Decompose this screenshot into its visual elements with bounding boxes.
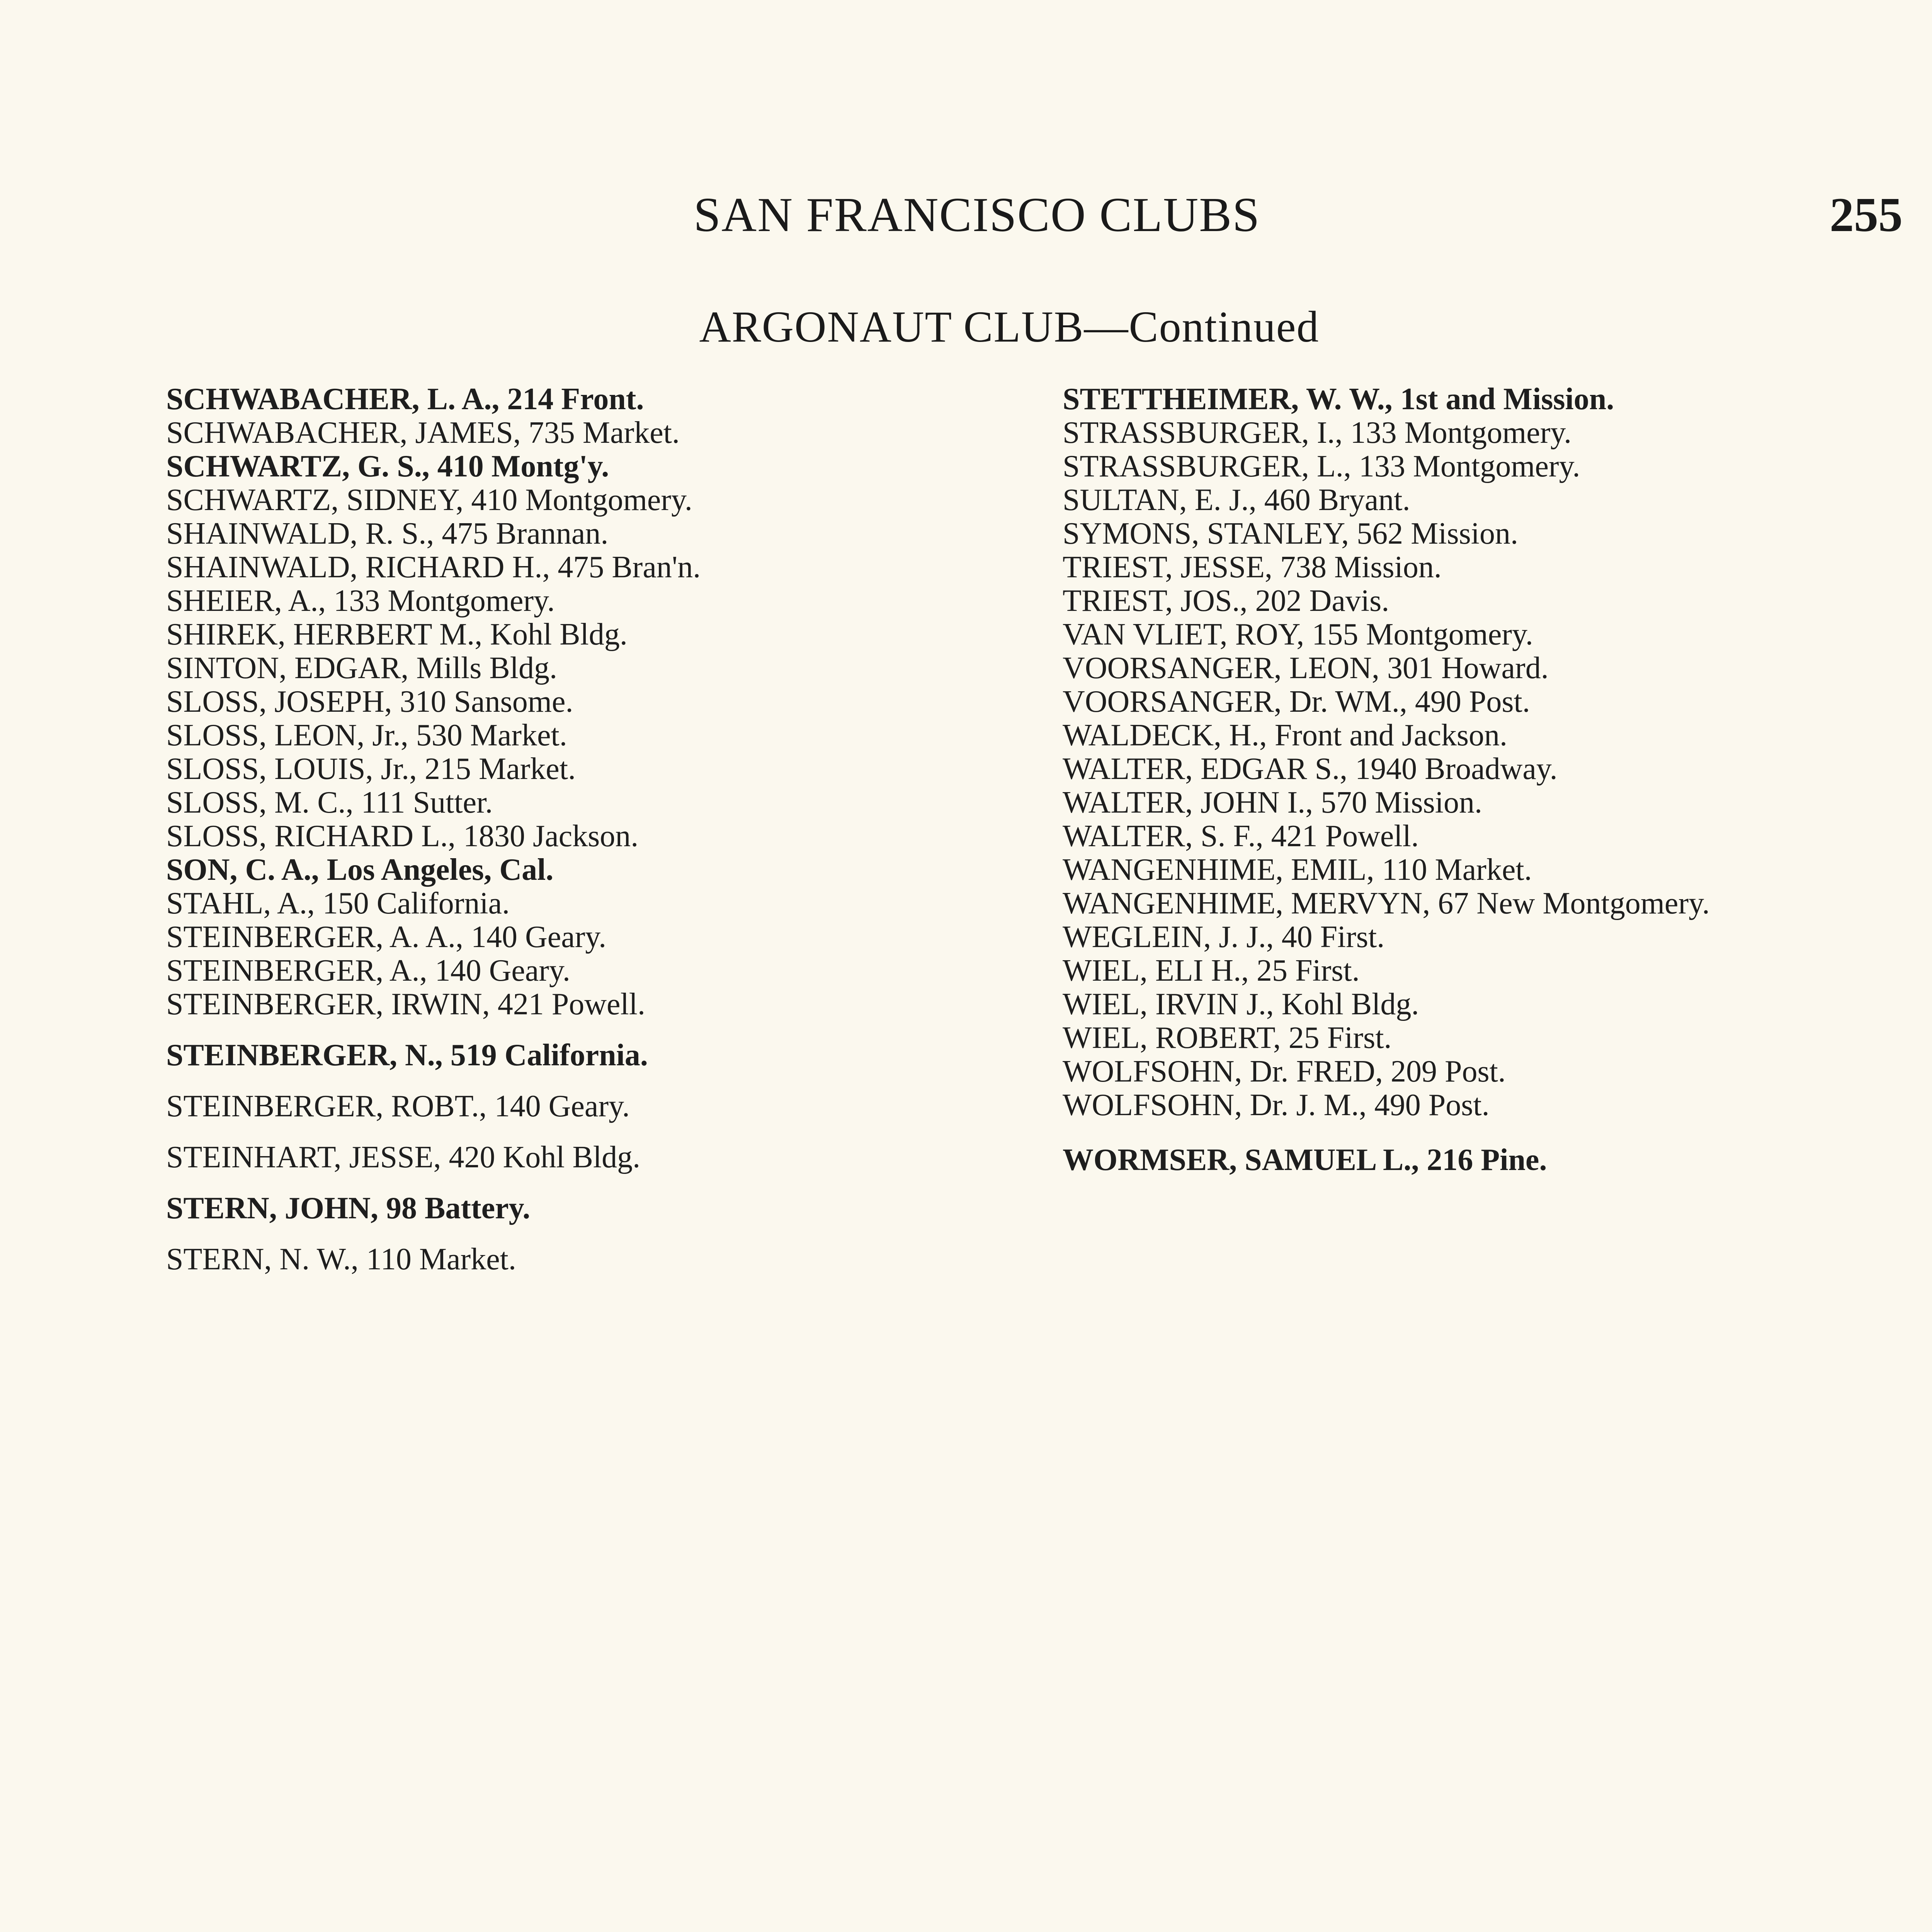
member-entry: WORMSER, SAMUEL L., 216 Pine. xyxy=(1063,1143,1547,1177)
member-entry: STERN, N. W., 110 Market. xyxy=(166,1242,516,1276)
member-entry: STERN, JOHN, 98 Battery. xyxy=(166,1191,531,1225)
member-entry: WALTER, S. F., 421 Powell. xyxy=(1063,819,1419,853)
member-entry: SLOSS, LEON, Jr., 530 Market. xyxy=(166,718,567,752)
member-entry: SHAINWALD, R. S., 475 Brannan. xyxy=(166,517,609,551)
member-entry: SLOSS, M. C., 111 Sutter. xyxy=(166,786,493,820)
section-heading: ARGONAUT CLUB—Continued xyxy=(699,302,1320,351)
member-list-right-column xyxy=(1063,383,1905,1177)
member-entry: TRIEST, JESSE, 738 Mission. xyxy=(1063,550,1442,584)
member-entry: SCHWARTZ, SIDNEY, 410 Montgomery. xyxy=(166,483,692,517)
member-entry: WIEL, ROBERT, 25 First. xyxy=(1063,1021,1392,1055)
member-entry: WANGENHIME, EMIL, 110 Market. xyxy=(1063,853,1532,887)
member-entry: SCHWABACHER, L. A., 214 Front. xyxy=(166,382,644,416)
member-entry: SLOSS, LOUIS, Jr., 215 Market. xyxy=(166,752,576,786)
member-entry: VOORSANGER, LEON, 301 Howard. xyxy=(1063,651,1549,685)
member-entry: SINTON, EDGAR, Mills Bldg. xyxy=(166,651,557,685)
member-entry: VOORSANGER, Dr. WM., 490 Post. xyxy=(1063,685,1530,719)
member-entry: SHIREK, HERBERT M., Kohl Bldg. xyxy=(166,617,628,651)
member-entry: STRASSBURGER, I., 133 Montgomery. xyxy=(1063,416,1572,450)
member-entry: STRASSBURGER, L., 133 Montgomery. xyxy=(1063,449,1580,483)
member-entry: WIEL, IRVIN J., Kohl Bldg. xyxy=(1063,987,1419,1021)
member-entry: STETTHEIMER, W. W., 1st and Mission. xyxy=(1063,382,1614,416)
member-entry: SHAINWALD, RICHARD H., 475 Bran'n. xyxy=(166,550,701,584)
member-entry: TRIEST, JOS., 202 Davis. xyxy=(1063,584,1389,618)
member-entry: STAHL, A., 150 California. xyxy=(166,886,510,920)
member-entry: STEINBERGER, N., 519 California. xyxy=(166,1038,648,1072)
member-entry: SYMONS, STANLEY, 562 Mission. xyxy=(1063,517,1518,551)
member-entry: WOLFSOHN, Dr. J. M., 490 Post. xyxy=(1063,1088,1490,1122)
member-entry: SCHWARTZ, G. S., 410 Montg'y. xyxy=(166,449,609,483)
member-entry: WANGENHIME, MERVYN, 67 New Montgomery. xyxy=(1063,886,1710,920)
member-entry: STEINBERGER, A. A., 140 Geary. xyxy=(166,920,607,954)
member-entry: STEINBERGER, A., 140 Geary. xyxy=(166,954,570,988)
member-entry: SHEIER, A., 133 Montgomery. xyxy=(166,584,555,618)
member-entry: SLOSS, JOSEPH, 310 Sansome. xyxy=(166,685,573,719)
member-entry: WOLFSOHN, Dr. FRED, 209 Post. xyxy=(1063,1054,1506,1088)
member-entry: SCHWABACHER, JAMES, 735 Market. xyxy=(166,416,680,450)
member-entry: WALTER, EDGAR S., 1940 Broadway. xyxy=(1063,752,1558,786)
member-entry: SON, C. A., Los Angeles, Cal. xyxy=(166,853,554,887)
member-entry: WALDECK, H., Front and Jackson. xyxy=(1063,718,1507,752)
member-entry: SLOSS, RICHARD L., 1830 Jackson. xyxy=(166,819,639,853)
member-entry: WALTER, JOHN I., 570 Mission. xyxy=(1063,786,1482,820)
member-entry: STEINBERGER, IRWIN, 421 Powell. xyxy=(166,987,645,1021)
member-list-left-column xyxy=(166,383,1036,1276)
member-entry: VAN VLIET, ROY, 155 Montgomery. xyxy=(1063,617,1533,651)
member-entry: WIEL, ELI H., 25 First. xyxy=(1063,954,1360,988)
member-entry: WEGLEIN, J. J., 40 First. xyxy=(1063,920,1385,954)
page-number: 255 xyxy=(1830,188,1903,242)
member-entry: STEINHART, JESSE, 420 Kohl Bldg. xyxy=(166,1140,641,1174)
running-head: SAN FRANCISCO CLUBS xyxy=(694,188,1260,242)
member-entry: STEINBERGER, ROBT., 140 Geary. xyxy=(166,1089,630,1123)
member-entry: SULTAN, E. J., 460 Bryant. xyxy=(1063,483,1410,517)
